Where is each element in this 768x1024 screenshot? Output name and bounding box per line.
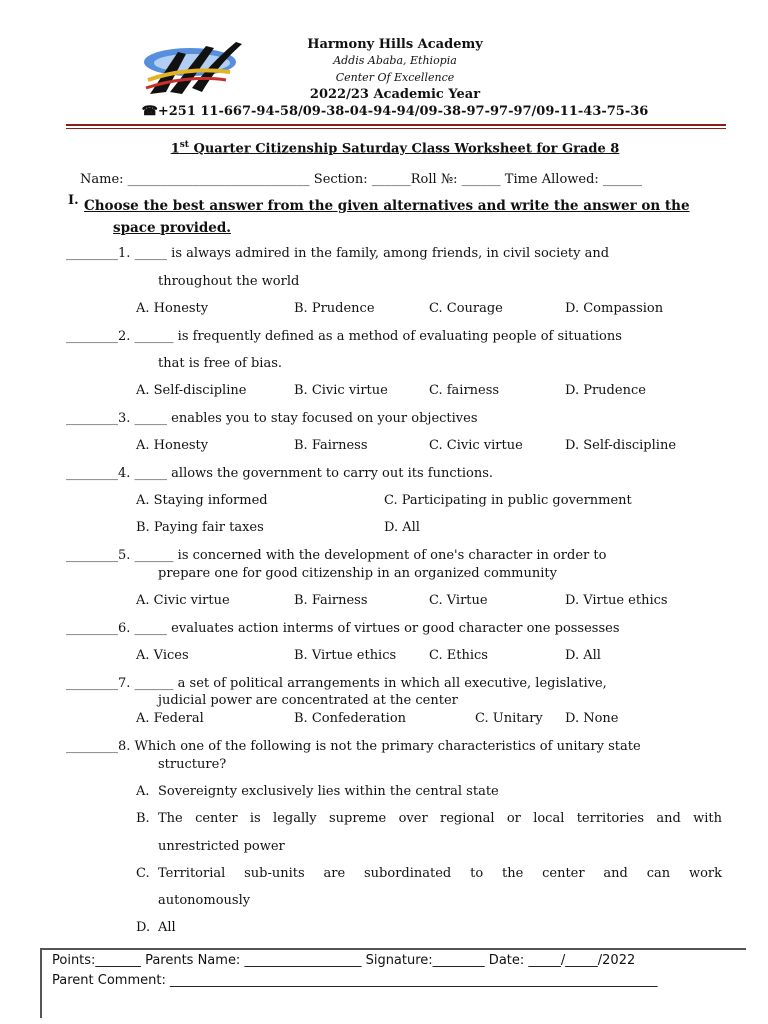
q6-option-b: B. Virtue ethics	[294, 648, 397, 663]
question-1: ________1. _____ is always admired in the family, among friends, in civil society and	[66, 246, 610, 261]
q1-option-a: A. Honesty	[136, 301, 209, 316]
header-divider-thin	[66, 128, 726, 129]
q6-option-d: D. All	[565, 648, 601, 663]
question-8-cont: structure?	[158, 757, 227, 772]
question-6: ________6. _____ evaluates action interms of virtues or good character one possesses	[66, 621, 620, 636]
question-2-cont: that is free of bias.	[158, 356, 283, 371]
q2-option-b: B. Civic virtue	[294, 383, 388, 398]
q3-option-a: A. Honesty	[136, 438, 209, 453]
section-number: I.	[68, 193, 79, 208]
q3-option-b: B. Fairness	[294, 438, 368, 453]
question-4: ________4. _____ allows the government to carry out its functions.	[66, 466, 494, 481]
footer-comment-line: Parent Comment: ___________________________________________________________________________	[52, 973, 658, 988]
q4-option-c: C. Participating in public government	[384, 493, 632, 508]
footer-margin-line	[40, 948, 42, 1018]
question-5: ________5. ______ is concerned with the development of one's character in order to	[66, 548, 607, 563]
q5-option-d: D. Virtue ethics	[565, 593, 668, 608]
q5-option-c: C. Virtue	[429, 593, 488, 608]
q2-option-a: A. Self-discipline	[136, 383, 247, 398]
section-instruction: Choose the best answer from the given alternatives and write the answer on the	[84, 198, 690, 214]
q2-option-d: D. Prudence	[565, 383, 646, 398]
q7-option-a: A. Federal	[136, 711, 204, 726]
school-motto: Center Of Excellence	[335, 71, 455, 84]
q2-option-c: C. fairness	[429, 383, 500, 398]
q8-option-b: B. The center is legally supreme over regional or local territories and with	[136, 811, 722, 826]
q8-option-c-cont: autonomously	[158, 893, 251, 908]
academic-year: 2022/23 Academic Year	[309, 87, 481, 102]
q3-option-c: C. Civic virtue	[429, 438, 523, 453]
q8-option-a: A. Sovereignty exclusively lies within the central state	[136, 784, 499, 799]
student-info-line: Name: ____________________________ Section: ______Roll №: ______ Time Allowed: ______	[80, 172, 642, 187]
header-divider	[66, 124, 726, 126]
section-instruction-cont: space provided.	[113, 220, 231, 236]
school-city: Addis Ababa, Ethiopia	[333, 54, 457, 67]
question-5-cont: prepare one for good citizenship in an organized community	[158, 566, 557, 581]
school-name: Harmony Hills Academy	[307, 37, 483, 52]
worksheet-title: 1st Quarter Citizenship Saturday Class Worksheet for Grade 8	[170, 140, 620, 157]
q6-option-c: C. Ethics	[429, 648, 488, 663]
q5-option-b: B. Fairness	[294, 593, 368, 608]
q7-option-c: C. Unitary	[475, 711, 543, 726]
footer-points-line: Points:_______ Parents Name: __________________ Signature:________ Date: _____/_____/2022	[52, 953, 636, 968]
q6-option-a: A. Vices	[136, 648, 189, 663]
phone-numbers: ☎+251 11-667-94-58/09-38-04-94-94/09-38-97-97-97/09-11-43-75-36	[141, 104, 649, 119]
q8-option-b-cont: unrestricted power	[158, 839, 285, 854]
q4-option-b: B. Paying fair taxes	[136, 520, 264, 535]
question-7: ________7. ______ a set of political arrangements in which all executive, legislative,	[66, 676, 607, 691]
q1-option-c: C. Courage	[429, 301, 503, 316]
q4-option-a: A. Staying informed	[136, 493, 268, 508]
question-3: ________3. _____ enables you to stay focused on your objectives	[66, 411, 478, 426]
q1-option-b: B. Prudence	[294, 301, 375, 316]
question-1-cont: throughout the world	[158, 274, 300, 289]
q8-option-c: C. Territorial sub-units are subordinated to the center and can work	[136, 866, 722, 881]
q4-option-d: D. All	[384, 520, 420, 535]
q7-option-d: D. None	[565, 711, 619, 726]
q5-option-a: A. Civic virtue	[136, 593, 230, 608]
q1-option-d: D. Compassion	[565, 301, 664, 316]
q3-option-d: D. Self-discipline	[565, 438, 677, 453]
question-2: ________2. ______ is frequently defined as a method of evaluating people of situations	[66, 329, 622, 344]
question-7-cont: judicial power are concentrated at the center	[158, 693, 458, 708]
q7-option-b: B. Confederation	[294, 711, 407, 726]
q8-option-d: D. All	[136, 920, 176, 935]
question-8: ________8. Which one of the following is not the primary characteristics of unitary state	[66, 739, 641, 754]
footer-divider	[40, 948, 746, 950]
